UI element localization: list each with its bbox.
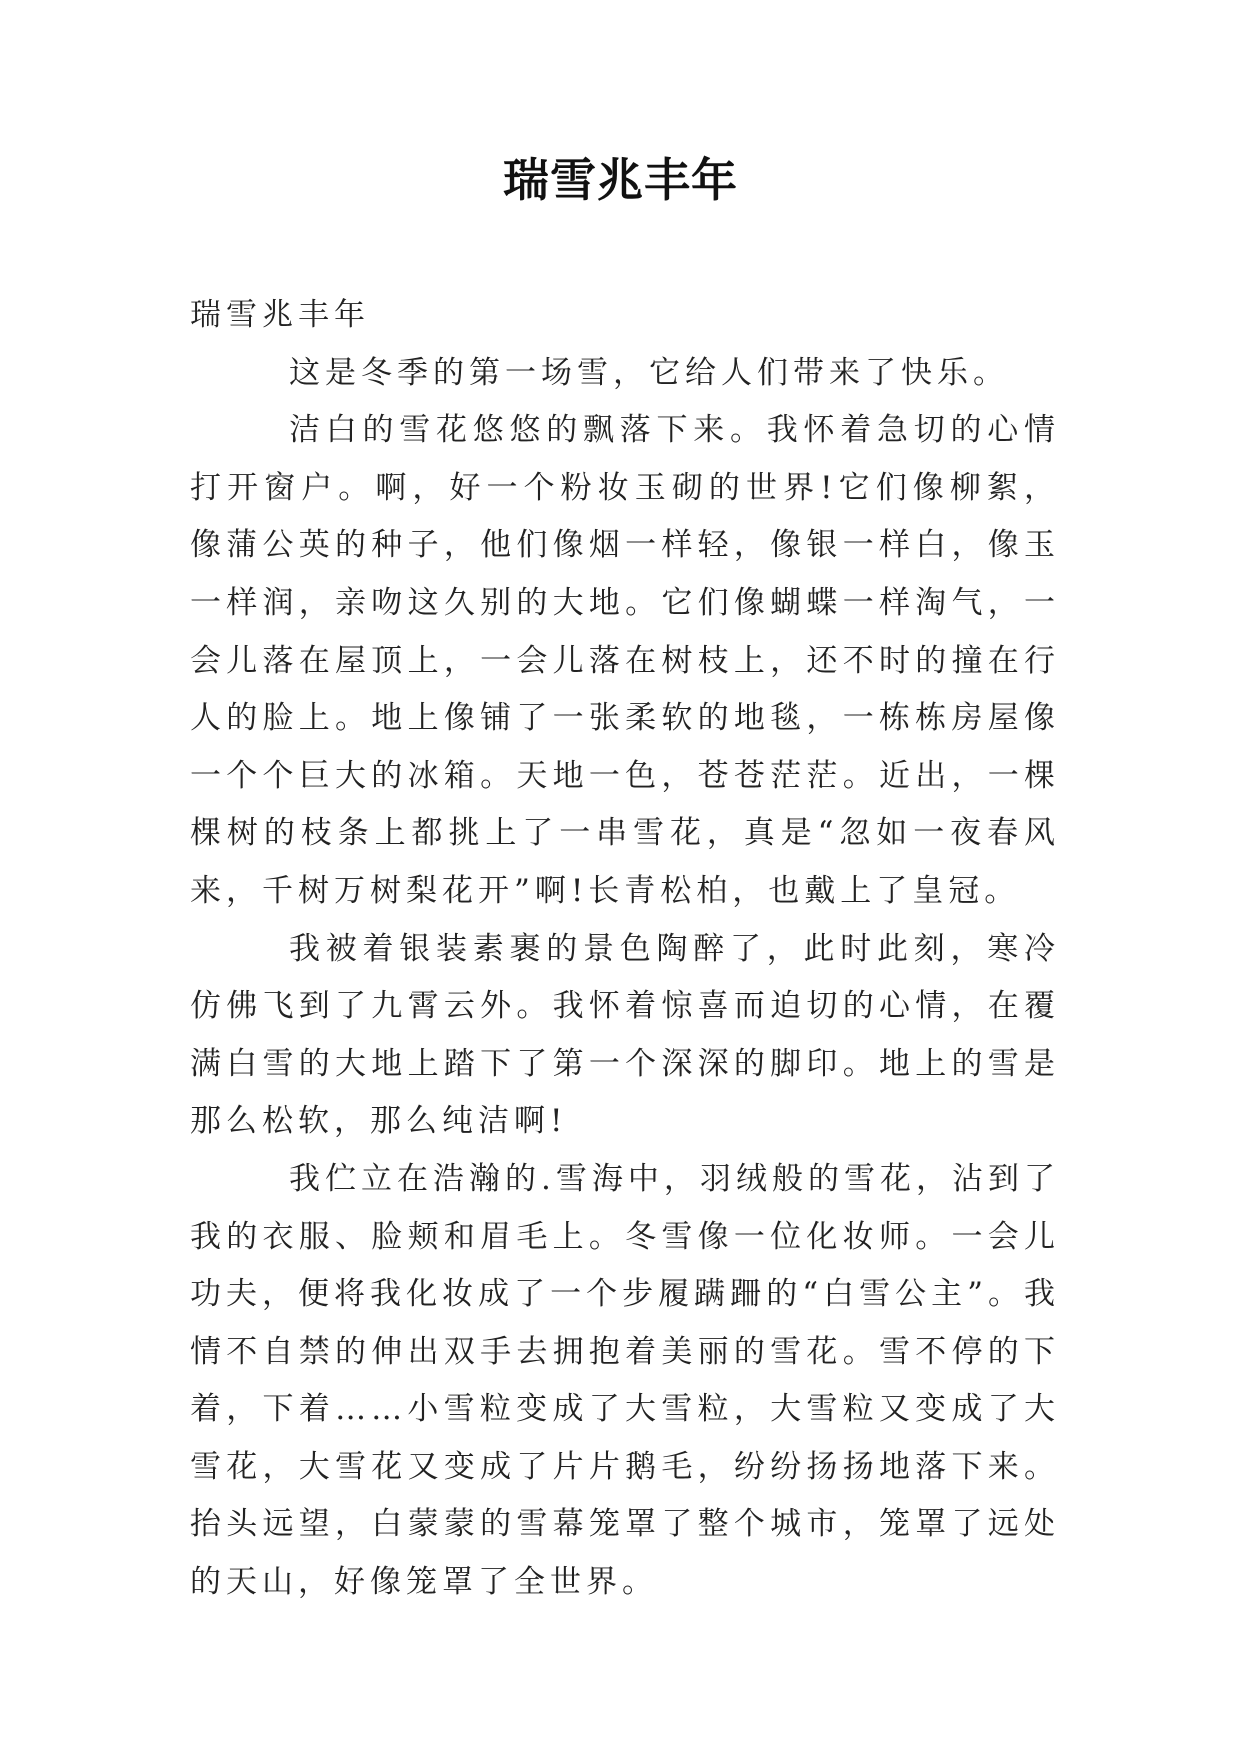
paragraph: 我被着银装素裹的景色陶醉了，此时此刻，寒冷仿佛飞到了九霄云外。我怀着惊喜而迫切的心情，在覆满白雪的大地上踏下了第一个深深的脚印。地上的雪是那么松软，那么纯洁啊! xyxy=(190,930,1060,1140)
paragraph: 洁白的雪花悠悠的飘落下来。我怀着急切的心情打开窗户。啊，好一个粉妆玉砌的世界!它们像柳絮，像蒲公英的种子，他们像烟一样轻，像银一样白，像玉一样润，亲吻这久别的大地。它们像蝴蝶一样淘气，一会儿落在屋顶上，一会儿落在树枝上，还不时的撞在行人的脸上。地上像铺了一张柔软的地毯，一栋栋房屋像一个个巨大的冰箱。天地一色，苍苍茫茫。近出，一棵棵树的枝条上都挑上了一串雪花，真是“忽如一夜春风来，千树万树梨花开”啊!长青松柏，也戴上了皇冠。 xyxy=(190,412,1060,909)
document-body xyxy=(190,287,1060,1612)
paragraph: 我伫立在浩瀚的.雪海中，羽绒般的雪花，沾到了我的衣服、脸颊和眉毛上。冬雪像一位化妆师。一会儿功夫，便将我化妆成了一个步履蹒跚的“白雪公主”。我情不自禁的伸出双手去拥抱着美丽的雪花。雪不停的下着，下着……小雪粒变成了大雪粒，大雪粒又变成了大雪花，大雪花又变成了片片鹅毛，纷纷扬扬地落下来。抬头远望，白蒙蒙的雪幕笼罩了整个城市，笼罩了远处的天山，好像笼罩了全世界。 xyxy=(190,1160,1060,1601)
paragraph: 这是冬季的第一场雪，它给人们带来了快乐。 xyxy=(289,354,1009,391)
document-title: 瑞雪兆丰年 xyxy=(503,153,738,207)
document-subtitle: 瑞雪兆丰年 xyxy=(190,297,370,333)
